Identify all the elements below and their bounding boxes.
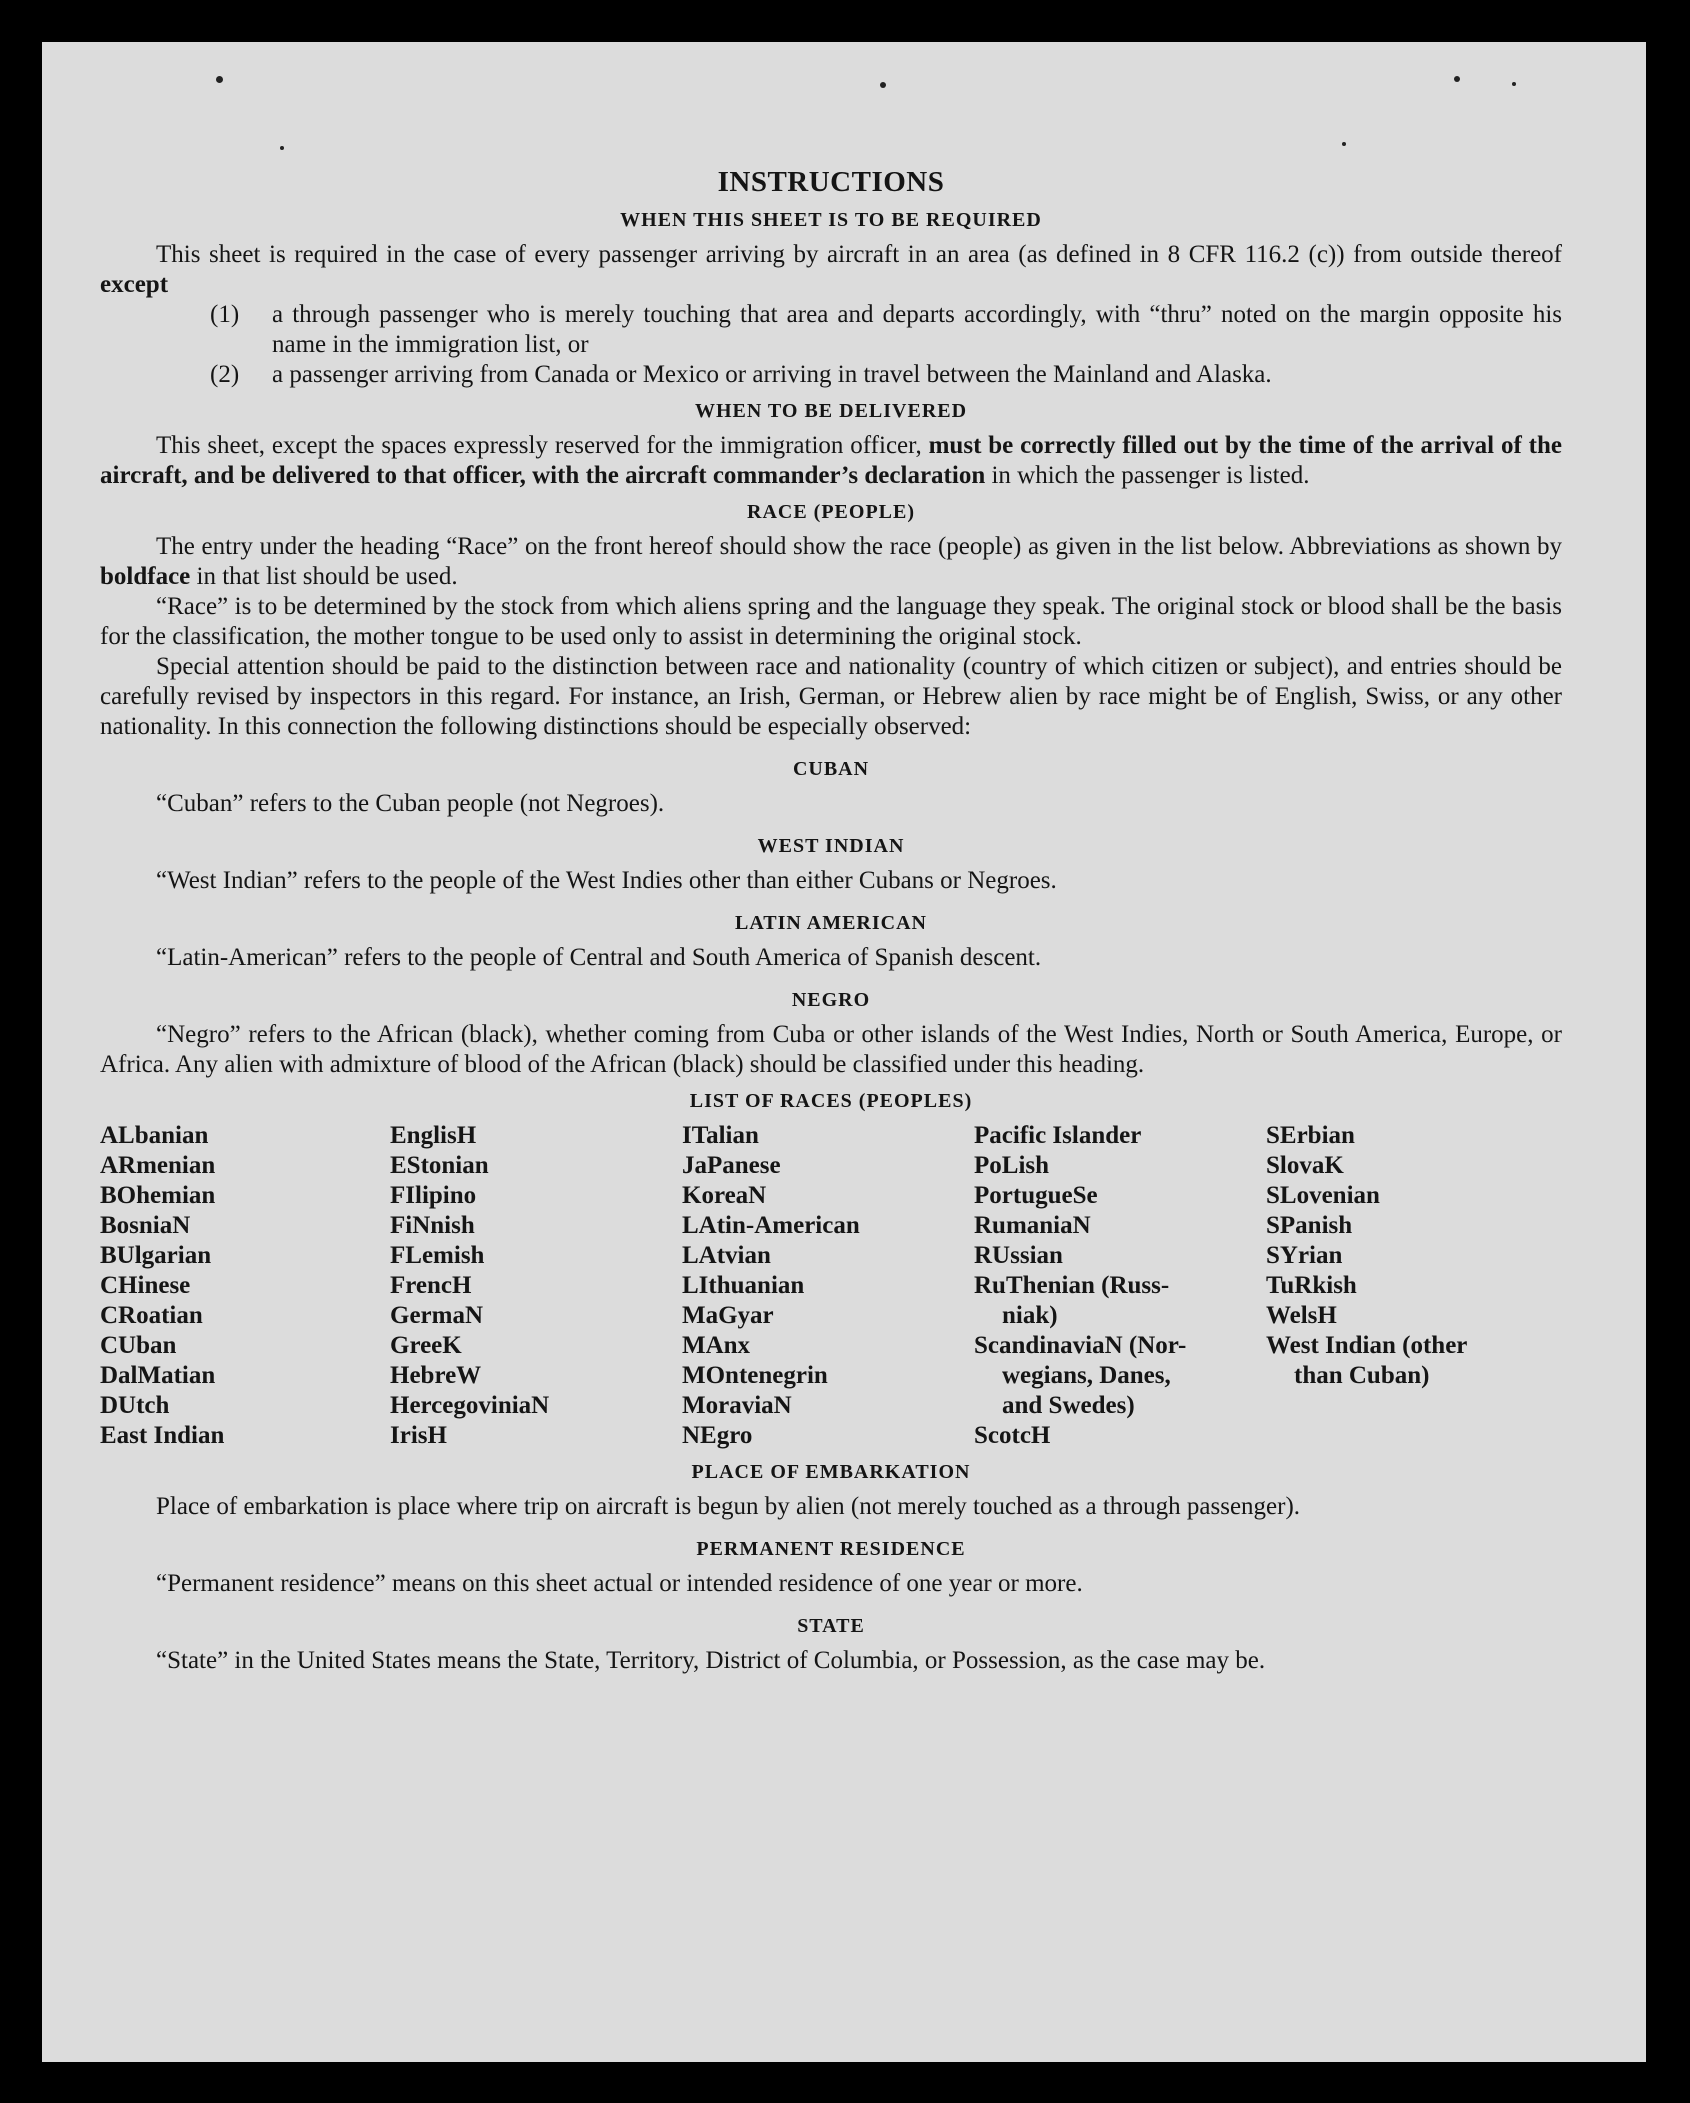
section-heading-west-indian: WEST INDIAN xyxy=(757,835,905,857)
race-paragraph-1 xyxy=(100,532,1562,592)
scan-speck xyxy=(1454,76,1460,82)
race-entry: DUtch xyxy=(100,1392,170,1419)
race-entry: FiNnish xyxy=(390,1212,475,1239)
race-entry: MoraviaN xyxy=(682,1392,792,1419)
race-column-3 xyxy=(682,1121,974,1451)
race-entry: NEgro xyxy=(682,1422,753,1449)
race-entry: JaPanese xyxy=(682,1152,781,1179)
race-entry: CHinese xyxy=(100,1272,191,1299)
race-column-5 xyxy=(1266,1121,1536,1451)
race-entry: than Cuban) xyxy=(1294,1362,1430,1389)
race-entry: LIthuanian xyxy=(682,1272,805,1299)
race-entry: wegians, Danes, xyxy=(1002,1362,1171,1389)
race-entry: FrencH xyxy=(390,1272,472,1299)
race-entry: MaGyar xyxy=(682,1302,774,1329)
section-heading-required: WHEN THIS SHEET IS TO BE REQUIRED xyxy=(620,209,1042,231)
race-entry: BosniaN xyxy=(100,1212,191,1239)
race-entry: CRoatian xyxy=(100,1302,203,1329)
race-entry: MOntenegrin xyxy=(682,1362,828,1389)
race-entry: West Indian (other xyxy=(1266,1332,1468,1359)
race-entry: PortugueSe xyxy=(974,1182,1098,1209)
race-entry: ALbanian xyxy=(100,1122,209,1149)
race-column-1 xyxy=(100,1121,390,1451)
except-bold: except xyxy=(100,271,169,298)
item-text: a passenger arriving from Canada or Mexico or arriving in travel between the Mainland and Alaska. xyxy=(272,361,1272,388)
section-heading-race: RACE (PEOPLE) xyxy=(747,501,915,523)
race-column-2 xyxy=(390,1121,682,1451)
page-title: INSTRUCTIONS xyxy=(717,166,945,198)
race-entry: LAtin-American xyxy=(682,1212,860,1239)
race-entry: EnglisH xyxy=(390,1122,477,1149)
document-sheet xyxy=(42,42,1646,2062)
race-entry: SPanish xyxy=(1266,1212,1353,1239)
item-number: (2) xyxy=(210,361,240,388)
race-text-end: in that list should be used. xyxy=(190,563,458,590)
race-entry: and Swedes) xyxy=(1002,1392,1135,1419)
race-entry: ScotcH xyxy=(974,1422,1051,1449)
section-heading-cuban: CUBAN xyxy=(792,758,870,780)
section-heading-latin-american: LATIN AMERICAN xyxy=(735,912,927,934)
race-entry: BOhemian xyxy=(100,1182,216,1209)
required-paragraph xyxy=(100,240,1562,300)
race-entry: HercegoviniaN xyxy=(390,1392,550,1419)
embarkation-paragraph: Place of embarkation is place where trip on aircraft is begun by alien (not merely touched as a through passenger). xyxy=(156,1493,1301,1520)
section-heading-embarkation: PLACE OF EMBARKATION xyxy=(691,1461,971,1483)
race-entry: Pacific Islander xyxy=(974,1122,1142,1149)
scan-speck xyxy=(880,82,886,88)
race-entry: CUban xyxy=(100,1332,177,1359)
delivered-paragraph xyxy=(100,431,1562,491)
race-entry: HebreW xyxy=(390,1362,482,1389)
race-entry: GermaN xyxy=(390,1302,484,1329)
instructions-content xyxy=(100,166,1562,1676)
delivered-bold-text: must be correctly filled out by the time of the arrival of the aircraft, and be delivered to that officer, with the aircraft commander’s declaration xyxy=(100,432,1563,489)
race-entry: SErbian xyxy=(1266,1122,1355,1149)
race-entry: PoLish xyxy=(974,1152,1050,1179)
section-heading-delivered: WHEN TO BE DELIVERED xyxy=(694,400,968,422)
delivered-text: This sheet, except the spaces expressly reserved for the immigration officer, xyxy=(156,432,929,459)
race-list xyxy=(100,1121,1562,1451)
residence-paragraph: “Permanent residence” means on this sheet actual or intended residence of one year or more. xyxy=(156,1570,1083,1597)
boldface-word: boldface xyxy=(100,563,191,590)
section-heading-list-of-races: LIST OF RACES (PEOPLES) xyxy=(689,1090,973,1112)
race-entry: ARmenian xyxy=(100,1152,216,1179)
scan-speck xyxy=(1512,82,1516,86)
state-paragraph: “State” in the United States means the State, Territory, District of Columbia, or Possession, as the case may be. xyxy=(156,1647,1266,1674)
race-entry: KoreaN xyxy=(682,1182,767,1209)
exception-item xyxy=(210,300,1562,360)
race-text: The entry under the heading “Race” on the front hereof should show the race (people) as given in the list below. Abbreviations as shown by xyxy=(156,533,1562,560)
race-paragraph-3: Special attention should be paid to the distinction between race and nationality (country of which citizen or subject), and entries should be carefully revised by inspectors in this regard. For instance, an Irish, German, or Hebrew alien by race might be of English, Swiss, or any other nationality. In this connection the following distinctions should be especially observed: xyxy=(100,653,1562,740)
west-indian-paragraph: “West Indian” refers to the people of the West Indies other than either Cubans or Negroes. xyxy=(156,867,1057,894)
scan-speck xyxy=(1342,142,1346,146)
race-entry: WelsH xyxy=(1266,1302,1337,1329)
race-entry: IrisH xyxy=(390,1422,447,1449)
race-entry: niak) xyxy=(1002,1302,1058,1329)
section-heading-residence: PERMANENT RESIDENCE xyxy=(696,1538,966,1560)
item-text: a through passenger who is merely touching that area and departs accordingly, with “thru” noted on the margin opposite his name in the immigration list, or xyxy=(272,301,1562,358)
delivered-text-end: in which the passenger is listed. xyxy=(985,462,1310,489)
race-entry: ITalian xyxy=(682,1122,759,1149)
race-entry: DalMatian xyxy=(100,1362,216,1389)
race-paragraph-2: “Race” is to be determined by the stock from which aliens spring and the language they speak. The original stock or blood shall be the basis for the classification, the mother tongue to be used only to assist in determining the original stock. xyxy=(100,593,1562,650)
race-entry: FIlipino xyxy=(390,1182,477,1209)
race-entry: SlovaK xyxy=(1266,1152,1344,1179)
race-entry: FLemish xyxy=(390,1242,485,1269)
race-entry: ScandinaviaN (Nor- xyxy=(974,1332,1187,1359)
latin-american-paragraph: “Latin-American” refers to the people of Central and South America of Spanish descent. xyxy=(156,944,1042,971)
item-number: (1) xyxy=(210,301,240,328)
race-entry: SLovenian xyxy=(1266,1182,1380,1209)
exception-item xyxy=(210,360,1562,390)
race-column-4 xyxy=(974,1121,1266,1451)
race-entry: RuThenian (Russ- xyxy=(974,1272,1170,1299)
race-entry: SYrian xyxy=(1266,1242,1343,1269)
race-entry: East Indian xyxy=(100,1422,225,1449)
race-entry: BUlgarian xyxy=(100,1242,212,1269)
race-entry: RUssian xyxy=(974,1242,1063,1269)
required-text: This sheet is required in the case of every passenger arriving by aircraft in an area (as defined in 8 CFR 116.2 (c)) from outside thereof xyxy=(156,241,1562,268)
scan-speck xyxy=(216,76,223,83)
race-entry: TuRkish xyxy=(1266,1272,1357,1299)
race-entry: GreeK xyxy=(390,1332,462,1359)
race-entry: MAnx xyxy=(682,1332,751,1359)
cuban-paragraph: “Cuban” refers to the Cuban people (not Negroes). xyxy=(156,790,665,817)
race-entry: LAtvian xyxy=(682,1242,771,1269)
negro-paragraph: “Negro” refers to the African (black), whether coming from Cuba or other islands of the West Indies, North or South America, Europe, or Africa. Any alien with admixture of blood of the African (black) should be classified under this heading. xyxy=(100,1021,1562,1078)
section-heading-negro: NEGRO xyxy=(791,989,871,1011)
section-heading-state: STATE xyxy=(797,1615,865,1637)
race-entry: RumaniaN xyxy=(974,1212,1091,1239)
race-entry: EStonian xyxy=(390,1152,489,1179)
scan-speck xyxy=(280,146,284,150)
